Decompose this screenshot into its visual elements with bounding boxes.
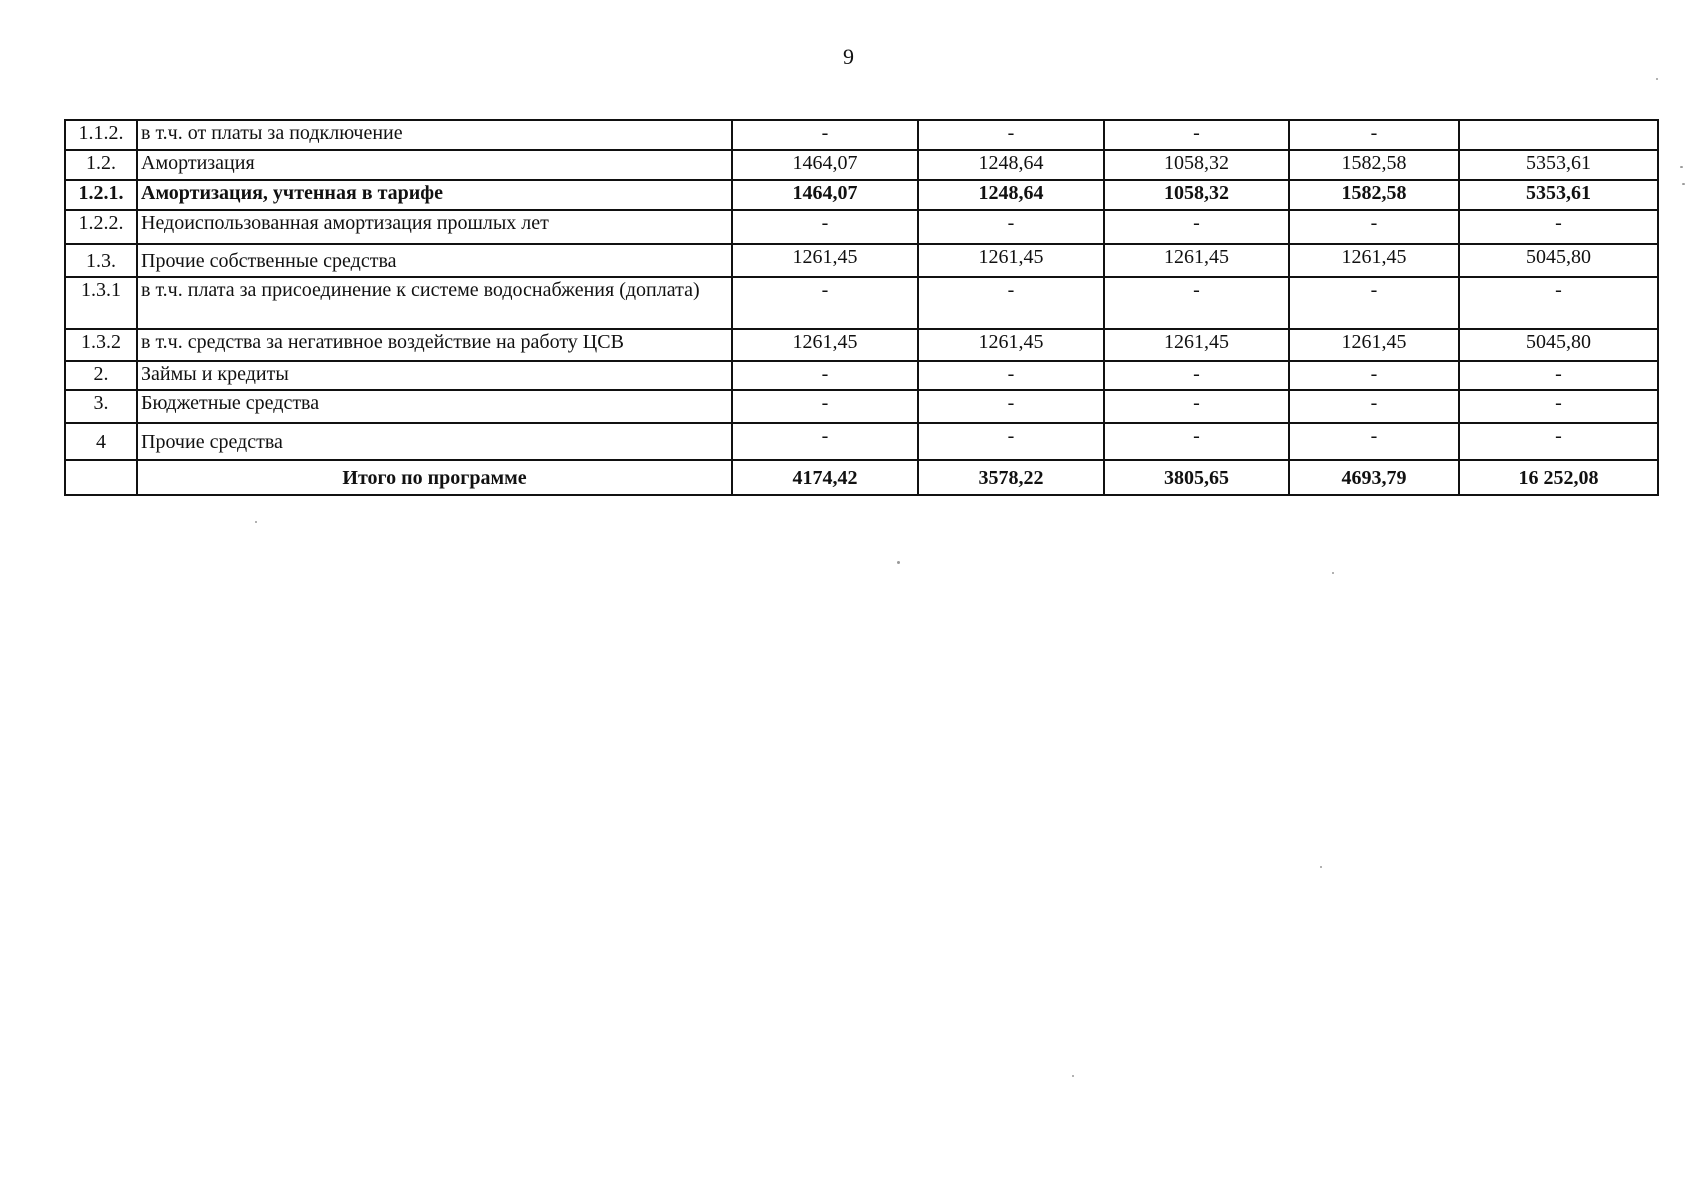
total-value-cell: 4174,42 [732, 460, 918, 495]
scan-speck [1680, 166, 1683, 168]
value-cell: 1582,58 [1289, 180, 1459, 210]
row-name: Недоиспользованная амортизация прошлых лет [137, 210, 732, 244]
value-cell: - [1104, 120, 1289, 150]
financing-table [64, 119, 1659, 496]
value-cell: - [1104, 277, 1289, 329]
value-cell: 1058,32 [1104, 150, 1289, 180]
value-cell: 5045,80 [1459, 244, 1658, 277]
value-cell: - [918, 423, 1104, 460]
value-cell: - [1459, 423, 1658, 460]
row-name: Амортизация, учтенная в тарифе [137, 180, 732, 210]
row-name: Прочие средства [137, 423, 732, 460]
value-cell: - [1289, 361, 1459, 390]
row-number: 1.3.2 [65, 329, 137, 361]
value-cell: 5353,61 [1459, 150, 1658, 180]
value-cell: - [732, 210, 918, 244]
row-number: 1.2. [65, 150, 137, 180]
table-row [65, 244, 1658, 277]
row-number: 4 [65, 423, 137, 460]
value-cell: - [918, 390, 1104, 423]
row-number: 1.1.2. [65, 120, 137, 150]
total-value-cell: 4693,79 [1289, 460, 1459, 495]
row-number [65, 460, 137, 495]
total-value-cell: 16 252,08 [1459, 460, 1658, 495]
value-cell: - [918, 120, 1104, 150]
value-cell: 1261,45 [1289, 244, 1459, 277]
value-cell: 1261,45 [918, 244, 1104, 277]
row-name: Амортизация [137, 150, 732, 180]
value-cell: 1261,45 [1104, 329, 1289, 361]
value-cell: 1261,45 [732, 329, 918, 361]
value-cell: 1582,58 [1289, 150, 1459, 180]
value-cell: - [918, 277, 1104, 329]
value-cell: 5353,61 [1459, 180, 1658, 210]
row-name: в т.ч. плата за присоединение к системе водоснабжения (доплата) [137, 277, 732, 329]
value-cell: - [1459, 390, 1658, 423]
value-cell: 5045,80 [1459, 329, 1658, 361]
value-cell: - [1289, 423, 1459, 460]
total-row [65, 460, 1658, 495]
row-number: 1.2.1. [65, 180, 137, 210]
table-row [65, 423, 1658, 460]
table-row [65, 210, 1658, 244]
value-cell: 1464,07 [732, 180, 918, 210]
value-cell: - [1104, 361, 1289, 390]
total-value-cell: 3578,22 [918, 460, 1104, 495]
scan-speck [1320, 866, 1322, 868]
value-cell: - [1104, 390, 1289, 423]
row-number: 3. [65, 390, 137, 423]
table-row [65, 361, 1658, 390]
page-number: 9 [843, 44, 854, 69]
value-cell: - [1289, 210, 1459, 244]
table-row [65, 329, 1658, 361]
row-name: в т.ч. средства за негативное воздействие на работу ЦСВ [137, 329, 732, 361]
table-row [65, 390, 1658, 423]
value-cell: 1261,45 [1289, 329, 1459, 361]
scan-speck [1072, 1075, 1074, 1077]
value-cell: 1058,32 [1104, 180, 1289, 210]
value-cell [1459, 120, 1658, 150]
row-number: 1.3. [65, 244, 137, 277]
value-cell: - [1289, 120, 1459, 150]
value-cell: - [918, 361, 1104, 390]
table-row [65, 120, 1658, 150]
row-number: 2. [65, 361, 137, 390]
total-value-cell: 3805,65 [1104, 460, 1289, 495]
scan-speck [897, 561, 900, 564]
value-cell: - [732, 120, 918, 150]
row-number: 1.2.2. [65, 210, 137, 244]
scan-speck [1682, 183, 1685, 185]
row-name: в т.ч. от платы за подключение [137, 120, 732, 150]
value-cell: - [918, 210, 1104, 244]
value-cell: - [1289, 277, 1459, 329]
value-cell: 1261,45 [1104, 244, 1289, 277]
value-cell: 1248,64 [918, 180, 1104, 210]
total-label: Итого по программе [137, 460, 732, 495]
row-name: Прочие собственные средства [137, 244, 732, 277]
value-cell: - [1104, 423, 1289, 460]
value-cell: - [732, 361, 918, 390]
value-cell: - [732, 277, 918, 329]
value-cell: 1261,45 [732, 244, 918, 277]
table-row [65, 150, 1658, 180]
value-cell: - [732, 390, 918, 423]
scan-speck [1656, 78, 1658, 80]
scan-speck [1332, 572, 1334, 574]
value-cell: 1464,07 [732, 150, 918, 180]
row-name: Бюджетные средства [137, 390, 732, 423]
value-cell: - [1104, 210, 1289, 244]
value-cell: 1261,45 [918, 329, 1104, 361]
value-cell: - [1459, 361, 1658, 390]
table-row [65, 180, 1658, 210]
value-cell: - [1459, 277, 1658, 329]
value-cell: - [1289, 390, 1459, 423]
value-cell: 1248,64 [918, 150, 1104, 180]
row-number: 1.3.1 [65, 277, 137, 329]
row-name: Займы и кредиты [137, 361, 732, 390]
scan-speck [255, 521, 257, 523]
table-row [65, 277, 1658, 329]
value-cell: - [1459, 210, 1658, 244]
value-cell: - [732, 423, 918, 460]
